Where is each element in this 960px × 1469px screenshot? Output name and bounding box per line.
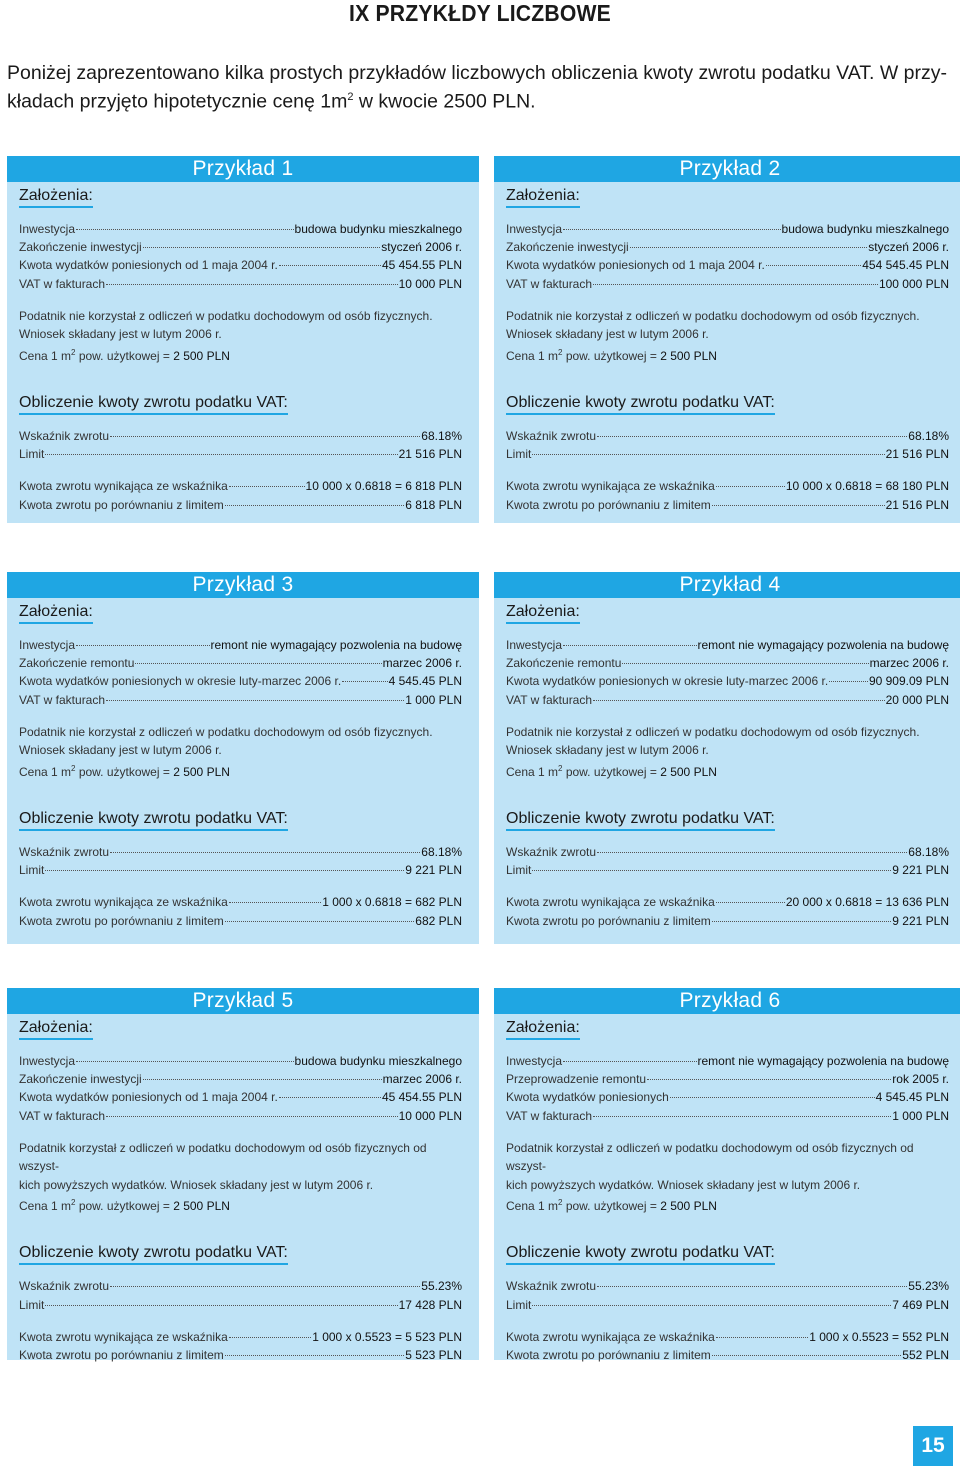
assumption-row: [506, 1088, 949, 1106]
refund-after-limit-row: [19, 912, 462, 930]
leader-dots: [563, 645, 696, 646]
row-value: marzec 2006 r.: [382, 1072, 462, 1087]
leader-dots: [143, 1079, 382, 1080]
assumptions-heading: Założenia:: [19, 186, 93, 208]
leader-dots: [532, 1305, 891, 1306]
row-label: Kwota wydatków poniesionych w okresie luty-marzec 2006 r.: [19, 674, 342, 689]
row-value: marzec 2006 r.: [382, 656, 462, 671]
spacer: [506, 463, 949, 477]
row-value: 68.18%: [421, 845, 462, 860]
example-header: Przykład 2: [494, 156, 960, 182]
row-label: Kwota zwrotu wynikająca ze wskaźnika: [19, 479, 228, 494]
price-line: [19, 1194, 462, 1215]
row-value: styczeń 2006 r.: [381, 240, 462, 255]
price-value: 2 500 PLN: [660, 1199, 717, 1214]
assumption-row: [19, 1052, 462, 1070]
row-value: 1 000 x 0.5523 = 5 523 PLN: [312, 1329, 462, 1344]
calculation-heading: Obliczenie kwoty zwrotu podatku VAT:: [19, 393, 288, 415]
leader-dots: [110, 436, 420, 437]
leader-dots: [342, 681, 387, 682]
refund-by-rate-row: [19, 477, 462, 495]
example-body: [7, 1014, 479, 1364]
row-value: 5 523 PLN: [405, 1348, 462, 1363]
note-line-1: Podatnik nie korzystał z odliczeń w podatku dochodowym od osób fizycznych.: [19, 308, 433, 323]
notes: [19, 307, 462, 365]
price-line: [19, 344, 462, 365]
row-value: 682 PLN: [415, 913, 462, 928]
example-card-1: [7, 156, 479, 523]
price-label-2: pow. użytkowej =: [562, 348, 661, 363]
assumption-row: [506, 256, 949, 274]
leader-dots: [106, 284, 398, 285]
leader-dots: [597, 852, 907, 853]
calculation-list: [506, 427, 949, 514]
row-value: 90 909.09 PLN: [868, 674, 949, 689]
row-label: Kwota zwrotu wynikająca ze wskaźnika: [506, 895, 715, 910]
row-value: rok 2005 r.: [892, 1072, 949, 1087]
leader-dots: [45, 454, 397, 455]
row-label: VAT w fakturach: [19, 692, 106, 707]
price-superscript: 2: [71, 347, 76, 357]
row-label: Limit: [506, 1297, 532, 1312]
calculation-list: [19, 427, 462, 514]
refund-rate-row: [19, 843, 462, 861]
note-line-1: Podatnik nie korzystał z odliczeń w podatku dochodowym od osób fizycznych.: [506, 724, 920, 739]
row-value: 100 000 PLN: [878, 276, 949, 291]
refund-after-limit-row: [19, 496, 462, 514]
row-value: remont nie wymagający pozwolenia na budowę: [697, 1054, 949, 1068]
leader-dots: [110, 852, 420, 853]
row-label: Inwestycja: [19, 1054, 76, 1068]
row-label: Kwota zwrotu wynikająca ze wskaźnika: [19, 1329, 228, 1344]
calculation-list: [19, 843, 462, 930]
row-label: Wskaźnik zwrotu: [19, 845, 110, 860]
example-card-2: [494, 156, 960, 523]
price-label-2: pow. użytkowej =: [562, 764, 661, 779]
leader-dots: [597, 436, 907, 437]
price-value: 2 500 PLN: [173, 1199, 230, 1214]
example-header: Przykład 1: [7, 156, 479, 182]
example-card-4: [494, 572, 960, 944]
row-value: 20 000 PLN: [885, 692, 949, 707]
row-value: 17 428 PLN: [398, 1297, 462, 1312]
assumption-row: [19, 220, 462, 238]
row-label: Kwota zwrotu po porównaniu z limitem: [506, 913, 711, 928]
note-line-1: Podatnik nie korzystał z odliczeń w podatku dochodowym od osób fizycznych.: [506, 308, 920, 323]
row-label: Inwestycja: [506, 1054, 563, 1068]
price-label-2: pow. użytkowej =: [75, 1199, 174, 1214]
note-line-2: Wniosek składany jest w lutym 2006 r.: [506, 327, 709, 342]
example-header: Przykład 6: [494, 988, 960, 1014]
calculation-heading: Obliczenie kwoty zwrotu podatku VAT:: [506, 809, 775, 831]
row-value: 4 545.45 PLN: [388, 674, 462, 689]
example-body: [494, 1014, 960, 1364]
notes: [19, 1139, 462, 1216]
assumptions-heading: Założenia:: [19, 1018, 93, 1040]
row-value: 45 454.55 PLN: [381, 1090, 462, 1105]
row-value: 9 221 PLN: [892, 863, 949, 878]
row-value: 4 545.45 PLN: [875, 1090, 949, 1105]
leader-dots: [563, 1061, 696, 1062]
row-value: 1 000 PLN: [405, 692, 462, 707]
row-label: VAT w fakturach: [506, 692, 593, 707]
note-line-2: kich powyższych wydatków. Wniosek składany jest w lutym 2006 r.: [506, 1177, 861, 1192]
intro-line-1: Poniżej zaprezentowano kilka prostych przykładów liczbowych obliczenia kwoty zwrotu podatku VAT. W przy-: [7, 62, 948, 84]
row-label: Kwota zwrotu wynikająca ze wskaźnika: [506, 479, 715, 494]
row-value: budowa budynku mieszkalnego: [294, 222, 462, 236]
price-label-2: pow. użytkowej =: [75, 348, 174, 363]
row-value: 552 PLN: [902, 1348, 949, 1363]
leader-dots: [229, 486, 305, 487]
row-label: Kwota wydatków poniesionych od 1 maja 2004 r.: [19, 1090, 278, 1105]
leader-dots: [630, 247, 868, 248]
price-label-2: pow. użytkowej =: [562, 1199, 661, 1214]
refund-rate-row: [19, 427, 462, 445]
calculation-list: [506, 843, 949, 930]
refund-by-rate-row: [19, 893, 462, 911]
assumptions-list: [19, 220, 462, 293]
assumptions-heading: Założenia:: [19, 602, 93, 624]
leader-dots: [76, 229, 294, 230]
price-label-2: pow. użytkowej =: [75, 764, 174, 779]
row-label: Limit: [506, 447, 532, 462]
row-value: marzec 2006 r.: [869, 656, 949, 671]
row-label: Przeprowadzenie remontu: [506, 1072, 647, 1087]
row-label: Wskaźnik zwrotu: [19, 429, 110, 444]
example-header: Przykład 5: [7, 988, 479, 1014]
assumption-row: [506, 1107, 949, 1125]
note-line-1: Podatnik korzystał z odliczeń w podatku dochodowym od osób fizycznych od wszyst-: [506, 1140, 914, 1174]
assumption-row: [506, 1070, 949, 1088]
refund-after-limit-row: [506, 912, 949, 930]
assumption-row: [506, 1052, 949, 1070]
assumption-row: [506, 691, 949, 709]
leader-dots: [593, 284, 878, 285]
row-value: 68.18%: [421, 429, 462, 444]
leader-dots: [532, 870, 891, 871]
row-value: 10 000 PLN: [398, 276, 462, 291]
price-value: 2 500 PLN: [660, 348, 717, 363]
leader-dots: [712, 1355, 902, 1356]
leader-dots: [225, 1355, 405, 1356]
note-line-2: Wniosek składany jest w lutym 2006 r.: [19, 743, 222, 758]
row-label: Zakończenie remontu: [506, 656, 622, 671]
leader-dots: [563, 229, 781, 230]
row-value: 68.18%: [908, 429, 949, 444]
row-label: Kwota zwrotu po porównaniu z limitem: [19, 497, 224, 512]
row-value: 55.23%: [908, 1279, 949, 1294]
price-superscript: 2: [71, 763, 76, 773]
calculation-list: [506, 1277, 949, 1364]
price-label: Cena 1 m: [506, 1199, 559, 1214]
row-label: Zakończenie inwestycji: [19, 1072, 142, 1087]
leader-dots: [716, 486, 785, 487]
limit-row: [19, 445, 462, 463]
notes: [506, 307, 949, 365]
row-value: 9 221 PLN: [892, 913, 949, 928]
example-body: [494, 182, 960, 514]
note-line-2: Wniosek składany jest w lutym 2006 r.: [19, 327, 222, 342]
row-label: Inwestycja: [506, 222, 563, 236]
leader-dots: [229, 1337, 311, 1338]
row-value: 9 221 PLN: [405, 863, 462, 878]
example-body: [494, 598, 960, 930]
price-superscript: 2: [558, 1198, 563, 1208]
row-value: styczeń 2006 r.: [868, 240, 949, 255]
refund-by-rate-row: [506, 1328, 949, 1346]
row-value: 1 000 x 0.5523 = 552 PLN: [809, 1329, 949, 1344]
notes: [19, 723, 462, 781]
limit-row: [506, 445, 949, 463]
leader-dots: [532, 454, 884, 455]
leader-dots: [279, 1097, 381, 1098]
leader-dots: [622, 663, 868, 664]
assumption-row: [506, 238, 949, 256]
assumption-row: [506, 220, 949, 238]
intro-line-2b: w kwocie 2500 PLN.: [353, 90, 536, 113]
row-label: VAT w fakturach: [506, 276, 593, 291]
row-value: 45 454.55 PLN: [381, 258, 462, 273]
assumptions-list: [506, 1052, 949, 1125]
row-value: 10 000 x 0.6818 = 68 180 PLN: [785, 479, 949, 494]
assumption-row: [19, 691, 462, 709]
leader-dots: [766, 265, 861, 266]
leader-dots: [45, 870, 404, 871]
refund-by-rate-row: [19, 1328, 462, 1346]
price-line: [506, 760, 949, 781]
row-value: remont nie wymagający pozwolenia na budowę: [210, 638, 462, 652]
assumption-row: [19, 1088, 462, 1106]
note-line-1: Podatnik korzystał z odliczeń w podatku dochodowym od osób fizycznych od wszyst-: [19, 1140, 427, 1174]
price-superscript: 2: [558, 763, 563, 773]
example-body: [7, 182, 479, 514]
intro-line-2a: kładach przyjęto hipotetycznie cenę 1m: [7, 90, 348, 113]
assumptions-list: [506, 220, 949, 293]
leader-dots: [597, 1286, 907, 1287]
row-label: Kwota wydatków poniesionych w okresie luty-marzec 2006 r.: [506, 674, 829, 689]
refund-rate-row: [19, 1277, 462, 1295]
row-value: budowa budynku mieszkalnego: [294, 1054, 462, 1068]
row-value: budowa budynku mieszkalnego: [781, 222, 949, 236]
row-label: VAT w fakturach: [19, 276, 106, 291]
row-label: Kwota zwrotu wynikająca ze wskaźnika: [19, 895, 228, 910]
row-label: Limit: [506, 863, 532, 878]
leader-dots: [106, 700, 404, 701]
row-value: 10 000 PLN: [398, 1108, 462, 1123]
refund-by-rate-row: [506, 893, 949, 911]
row-label: Kwota zwrotu wynikająca ze wskaźnika: [506, 1329, 715, 1344]
row-label: Kwota zwrotu po porównaniu z limitem: [506, 1348, 711, 1363]
price-value: 2 500 PLN: [173, 764, 230, 779]
leader-dots: [712, 921, 892, 922]
leader-dots: [229, 902, 321, 903]
price-value: 2 500 PLN: [173, 348, 230, 363]
price-line: [506, 344, 949, 365]
row-label: Zakończenie inwestycji: [506, 240, 629, 255]
calculation-heading: Obliczenie kwoty zwrotu podatku VAT:: [506, 1243, 775, 1265]
row-value: 1 000 PLN: [892, 1108, 949, 1123]
leader-dots: [593, 700, 885, 701]
leader-dots: [110, 1286, 420, 1287]
assumption-row: [506, 636, 949, 654]
row-value: 20 000 x 0.6818 = 13 636 PLN: [785, 895, 949, 910]
refund-by-rate-row: [506, 477, 949, 495]
example-header: Przykład 4: [494, 572, 960, 598]
assumption-row: [19, 238, 462, 256]
assumptions-heading: Założenia:: [506, 602, 580, 624]
leader-dots: [76, 1061, 294, 1062]
row-value: 21 516 PLN: [885, 447, 949, 462]
refund-after-limit-row: [506, 1346, 949, 1364]
leader-dots: [135, 663, 381, 664]
page-title: IX PRZYKŁDY LICZBOWE: [349, 0, 611, 26]
example-card-6: [494, 988, 960, 1363]
row-label: Inwestycja: [19, 222, 76, 236]
page-number: 15: [913, 1426, 953, 1466]
row-value: 68.18%: [908, 845, 949, 860]
row-label: Limit: [19, 1297, 45, 1312]
row-label: Zakończenie remontu: [19, 656, 135, 671]
price-label: Cena 1 m: [19, 348, 72, 363]
note-line-1: Podatnik nie korzystał z odliczeń w podatku dochodowym od osób fizycznych.: [19, 724, 433, 739]
row-label: Wskaźnik zwrotu: [506, 845, 597, 860]
leader-dots: [593, 1116, 891, 1117]
spacer: [506, 1314, 949, 1328]
limit-row: [19, 1296, 462, 1314]
price-label: Cena 1 m: [19, 764, 72, 779]
row-label: Wskaźnik zwrotu: [19, 1279, 110, 1294]
note-line-2: Wniosek składany jest w lutym 2006 r.: [506, 743, 709, 758]
price-superscript: 2: [558, 347, 563, 357]
leader-dots: [76, 645, 209, 646]
row-label: Inwestycja: [19, 638, 76, 652]
note-line-2: kich powyższych wydatków. Wniosek składany jest w lutym 2006 r.: [19, 1177, 374, 1192]
assumption-row: [19, 275, 462, 293]
leader-dots: [225, 921, 415, 922]
price-value: 2 500 PLN: [660, 764, 717, 779]
price-superscript: 2: [71, 1198, 76, 1208]
row-label: VAT w fakturach: [506, 1108, 593, 1123]
leader-dots: [716, 1337, 808, 1338]
row-label: Limit: [19, 863, 45, 878]
refund-after-limit-row: [19, 1346, 462, 1364]
row-label: Kwota wydatków poniesionych od 1 maja 2004 r.: [19, 258, 278, 273]
assumptions-heading: Założenia:: [506, 1018, 580, 1040]
spacer: [19, 1314, 462, 1328]
example-card-3: [7, 572, 479, 944]
row-label: Kwota wydatków poniesionych od 1 maja 2004 r.: [506, 258, 765, 273]
leader-dots: [45, 1305, 397, 1306]
spacer: [506, 879, 949, 893]
assumption-row: [19, 672, 462, 690]
price-label: Cena 1 m: [506, 348, 559, 363]
assumptions-heading: Założenia:: [506, 186, 580, 208]
leader-dots: [716, 902, 785, 903]
row-label: Limit: [19, 447, 45, 462]
assumption-row: [19, 1070, 462, 1088]
row-value: 7 469 PLN: [892, 1297, 949, 1312]
row-value: 21 516 PLN: [398, 447, 462, 462]
notes: [506, 1139, 949, 1216]
row-label: Inwestycja: [506, 638, 563, 652]
limit-row: [506, 1296, 949, 1314]
assumption-row: [19, 654, 462, 672]
example-card-5: [7, 988, 479, 1363]
row-label: Wskaźnik zwrotu: [506, 1279, 597, 1294]
assumptions-list: [19, 1052, 462, 1125]
row-label: Kwota zwrotu po porównaniu z limitem: [19, 913, 224, 928]
assumptions-list: [506, 636, 949, 709]
calculation-list: [19, 1277, 462, 1364]
refund-rate-row: [506, 427, 949, 445]
spacer: [19, 879, 462, 893]
price-label: Cena 1 m: [19, 1199, 72, 1214]
price-label: Cena 1 m: [506, 764, 559, 779]
row-value: 21 516 PLN: [885, 497, 949, 512]
row-value: 55.23%: [421, 1279, 462, 1294]
assumption-row: [506, 275, 949, 293]
row-value: 6 818 PLN: [405, 497, 462, 512]
limit-row: [19, 861, 462, 879]
refund-rate-row: [506, 843, 949, 861]
assumption-row: [19, 256, 462, 274]
assumption-row: [19, 636, 462, 654]
row-label: Kwota zwrotu po porównaniu z limitem: [19, 1348, 224, 1363]
leader-dots: [106, 1116, 398, 1117]
calculation-heading: Obliczenie kwoty zwrotu podatku VAT:: [19, 809, 288, 831]
row-value: 10 000 x 0.6818 = 6 818 PLN: [305, 479, 462, 494]
price-line: [506, 1194, 949, 1215]
example-body: [7, 598, 479, 930]
row-label: Kwota wydatków poniesionych: [506, 1090, 669, 1105]
limit-row: [506, 861, 949, 879]
calculation-heading: Obliczenie kwoty zwrotu podatku VAT:: [506, 393, 775, 415]
row-label: Wskaźnik zwrotu: [506, 429, 597, 444]
refund-rate-row: [506, 1277, 949, 1295]
intro-text: [7, 61, 953, 114]
calculation-heading: Obliczenie kwoty zwrotu podatku VAT:: [19, 1243, 288, 1265]
assumption-row: [506, 654, 949, 672]
notes: [506, 723, 949, 781]
row-value: 1 000 x 0.6818 = 682 PLN: [322, 895, 462, 910]
leader-dots: [225, 505, 405, 506]
assumptions-list: [19, 636, 462, 709]
leader-dots: [647, 1079, 891, 1080]
leader-dots: [712, 505, 885, 506]
leader-dots: [670, 1097, 875, 1098]
price-line: [19, 760, 462, 781]
row-value: 454 545.45 PLN: [862, 258, 949, 273]
row-value: remont nie wymagający pozwolenia na budowę: [697, 638, 949, 652]
assumption-row: [506, 672, 949, 690]
example-header: Przykład 3: [7, 572, 479, 598]
row-label: Zakończenie inwestycji: [19, 240, 142, 255]
row-label: VAT w fakturach: [19, 1108, 106, 1123]
assumption-row: [19, 1107, 462, 1125]
leader-dots: [279, 265, 381, 266]
leader-dots: [829, 681, 868, 682]
leader-dots: [143, 247, 381, 248]
row-label: Kwota zwrotu po porównaniu z limitem: [506, 497, 711, 512]
refund-after-limit-row: [506, 496, 949, 514]
intro-superscript: 2: [347, 91, 354, 103]
spacer: [19, 463, 462, 477]
